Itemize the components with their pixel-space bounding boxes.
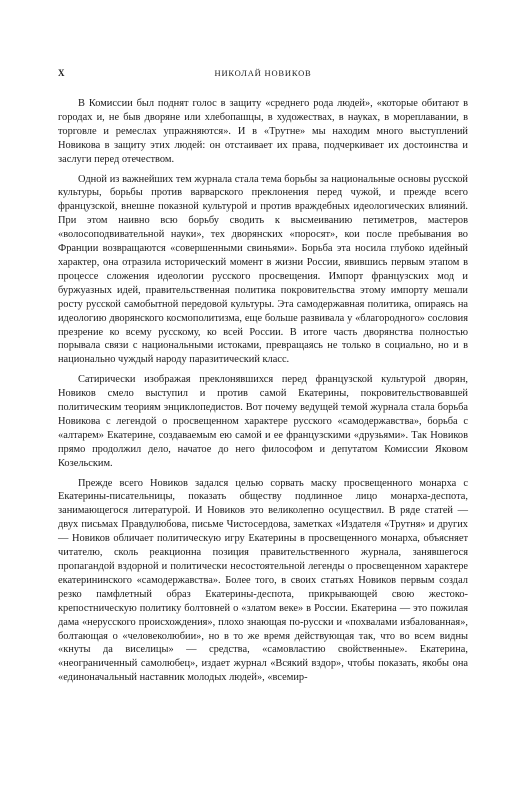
paragraph-3: Сатирически изображая преклонявшихся перед французской культурой дворян, Новиков смело выступил и против самой Екатерины, покровительствовавшей политическим теориям энциклопедистов. Вот почему ведущей темой журнала стала борьба Новикова с легендой о просвещенном характере русского «самодержавства», борьба с «алтарем» Екатерине, создаваемым ею самой и ее французскими «друзьями». Так Новиков прямо продолжил дело, начатое до него философом и депутатом Комиссии Яковом Козельским. (58, 374, 468, 469)
page-number: X (58, 68, 66, 78)
running-title: НИКОЛАЙ НОВИКОВ (214, 68, 312, 78)
paragraph-4: Прежде всего Новиков задался целью сорвать маску просвещенного монарха с Екатерины-писательницы, показать обществу подлинное лицо монарха-деспота, занимающегося литературой. И Новиков это великолепно осуществил. В ряде статей — двух письмах Правдулюбова, письме Чистосердова, заметках «Издателя «Трутня» и других — Новиков обличает политическую игру Екатерины в просвещенного монарха, объясняет читателю, сколь реакционна позиция правительственного журнала, занявшегося пропагандой вздорной и политически несостоятельной легенды о просвещенном характере екатерининского «самодержавства». Более того, в своих статьях Новиков первым создал резко памфлетный образ Екатерины-деспота, прикрывающей свою жестоко-крепостническую политику болтовней о «златом веке» в России. Екатерина — это пожилая дама «нерусского происхождения», плохо знающая по-русски и «похвалами избалованная», болтающая о «человеколюбии», но в то же время действующая так, что во всем видны «кнуты да виселицы» — средства, «самовластию свойственные». Екатерина, «неограниченный самолюбец», издает журнал «Всякий вздор», чтобы показать, якобы она «единоначальный наставник молодых людей», «всемир- (58, 477, 468, 684)
page-header (58, 68, 468, 82)
page-body (58, 97, 468, 685)
paragraph-1: В Комиссии был поднят голос в защиту «среднего рода людей», «которые обитают в городах и, не быв дворяне или хлебопашцы, в художествах, в науках, в мореплавании, в торговле и ремеслах упражняются». И в «Трутне» мы находим много выступлений Новикова в защиту этих людей: он отстаивает их права, подчеркивает их достоинства и заслуги перед отечеством. (58, 98, 468, 165)
paragraph-2: Одной из важнейших тем журнала стала тема борьбы за национальные основы русской культуры, борьбы против варварского преклонения перед чужой, и прежде всего французской, внешне показной культурой и против враждебных идеологических влияний. При этом наивно всю борьбу сводить к высмеиванию петиметров, мастеров «волосоподвивательной науки», тех дворянских «поросят», кои после пребывания во Франции возвращаются «совершенными свиньями». Борьба эта носила глубоко идейный характер, она отразила исторический момент в жизни России, явившись первым этапом в процессе сложения идеологии русского просвещения. Импорт французских мод и буржуазных идей, правительственная политика покровительства этому импорту мешали росту русской самобытной передовой культуры. Эта самодержавная политика, опираясь на идеологию дворянского космополитизма, еще больше развивала у «благородного» сословия презрение ко всему русскому, ко всей России. В итоге часть дворянства полностью порывала связи с национальными истоками, превращаясь не только в социально, но и в национально чуждый народу паразитический класс. (58, 173, 468, 366)
